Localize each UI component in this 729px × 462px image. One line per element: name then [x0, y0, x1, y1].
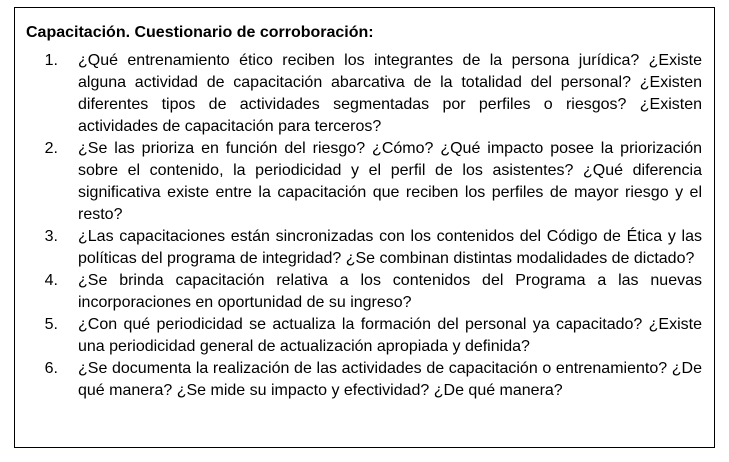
- question-number: 3.: [44, 228, 58, 245]
- section-title: Capacitación. Cuestionario de corroboración:: [26, 24, 374, 41]
- question-text: ¿Se brinda capacitación relativa a los contenidos del Programa a las nuevas incorporaciones en oportunidad de su ingreso?: [78, 272, 702, 311]
- question-number: 6.: [44, 360, 58, 377]
- question-text: ¿Qué entrenamiento ético reciben los integrantes de la persona jurídica? ¿Existe alguna actividad de capacitación abarcativa de la totalidad del personal? ¿Existen diferentes tipos de actividades segmentadas por perfiles o riesgos? ¿Existen actividades de capacitación para terceros?: [78, 52, 702, 135]
- question-number: 2.: [44, 140, 58, 157]
- questionnaire-box: [14, 7, 715, 448]
- question-number: 5.: [44, 316, 58, 333]
- question-list: [26, 50, 702, 402]
- question-item: [26, 358, 702, 402]
- question-text: ¿Las capacitaciones están sincronizadas con los contenidos del Código de Ética y las políticas del programa de integridad? ¿Se combinan distintas modalidades de dictado?: [78, 228, 702, 267]
- question-text: ¿Se documenta la realización de las actividades de capacitación o entrenamiento? ¿De qué manera? ¿Se mide su impacto y efectividad? ¿De qué manera?: [78, 360, 702, 399]
- question-item: [26, 50, 702, 138]
- question-number: 4.: [44, 272, 58, 289]
- question-text: ¿Con qué periodicidad se actualiza la formación del personal ya capacitado? ¿Existe una periodicidad general de actualización apropiada y definida?: [78, 316, 702, 355]
- question-number: 1.: [44, 52, 58, 69]
- question-item: [26, 314, 702, 358]
- question-item: [26, 270, 702, 314]
- question-item: [26, 138, 702, 226]
- question-text: ¿Se las prioriza en función del riesgo? ¿Cómo? ¿Qué impacto posee la priorización sobre el contenido, la periodicidad y el perfil de los asistentes? ¿Qué diferencia significativa existe entre la capacitación que reciben los perfiles de mayor riesgo y el resto?: [78, 140, 702, 223]
- question-item: [26, 226, 702, 270]
